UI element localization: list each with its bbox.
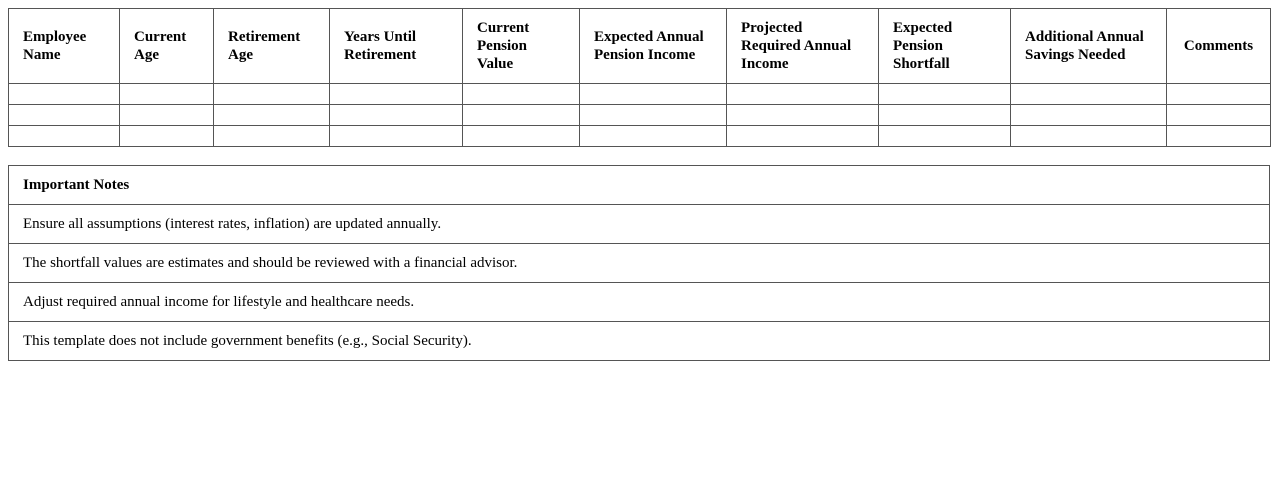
notes-heading: Important Notes [9, 166, 1270, 205]
table-header-row [9, 9, 1271, 84]
table-cell [214, 105, 330, 126]
table-cell [727, 105, 879, 126]
table-cell [214, 126, 330, 147]
note-row [9, 283, 1270, 322]
pension-shortfall-table [8, 8, 1271, 147]
table-cell [120, 105, 214, 126]
important-notes-table [8, 165, 1270, 361]
note-row [9, 322, 1270, 361]
table-cell [9, 105, 120, 126]
table-cell [214, 84, 330, 105]
note-item: The shortfall values are estimates and should be reviewed with a financial advisor. [9, 244, 1270, 283]
table-cell [463, 105, 580, 126]
table-cell [580, 126, 727, 147]
header-employee-name: Employee Name [9, 9, 120, 84]
note-row [9, 244, 1270, 283]
table-cell [330, 126, 463, 147]
table-row [9, 105, 1271, 126]
note-row [9, 205, 1270, 244]
header-years-until-retirement: Years Until Retirement [330, 9, 463, 84]
table-cell [120, 84, 214, 105]
table-row [9, 84, 1271, 105]
table-cell [120, 126, 214, 147]
header-projected-required-annual-income: Projected Required Annual Income [727, 9, 879, 84]
table-cell [463, 126, 580, 147]
table-cell [463, 84, 580, 105]
table-cell [330, 105, 463, 126]
header-current-age: Current Age [120, 9, 214, 84]
header-current-pension-value: Current Pension Value [463, 9, 580, 84]
table-cell [879, 84, 1011, 105]
header-expected-annual-pension-income: Expected Annual Pension Income [580, 9, 727, 84]
table-cell [580, 105, 727, 126]
table-cell [1011, 105, 1167, 126]
table-cell [1167, 105, 1271, 126]
table-row [9, 126, 1271, 147]
header-expected-pension-shortfall: Expected Pension Shortfall [879, 9, 1011, 84]
notes-heading-row [9, 166, 1270, 205]
header-comments: Comments [1167, 9, 1271, 84]
header-additional-annual-savings-needed: Additional Annual Savings Needed [1011, 9, 1167, 84]
table-cell [9, 84, 120, 105]
table-cell [1011, 84, 1167, 105]
table-cell [9, 126, 120, 147]
table-cell [727, 126, 879, 147]
table-cell [1011, 126, 1167, 147]
table-cell [879, 105, 1011, 126]
table-cell [1167, 126, 1271, 147]
note-item: Ensure all assumptions (interest rates, inflation) are updated annually. [9, 205, 1270, 244]
note-item: Adjust required annual income for lifestyle and healthcare needs. [9, 283, 1270, 322]
table-cell [580, 84, 727, 105]
note-item: This template does not include government benefits (e.g., Social Security). [9, 322, 1270, 361]
table-cell [1167, 84, 1271, 105]
table-cell [330, 84, 463, 105]
header-retirement-age: Retirement Age [214, 9, 330, 84]
table-cell [727, 84, 879, 105]
table-cell [879, 126, 1011, 147]
